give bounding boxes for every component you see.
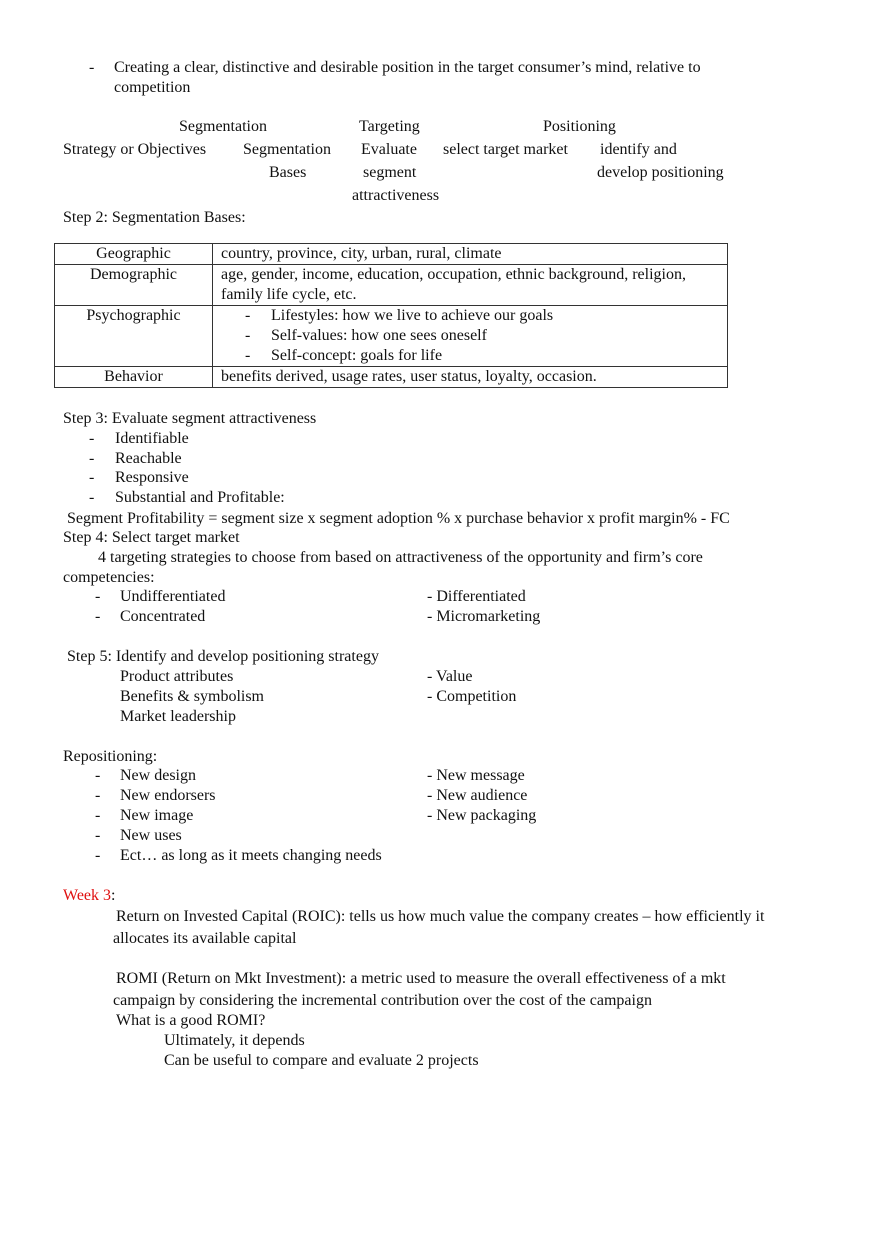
list-item: - Differentiated <box>427 588 526 605</box>
intro-bullet: - <box>89 59 95 76</box>
table-cell-base: Psychographic <box>55 306 213 367</box>
list-item: - New audience <box>427 787 528 804</box>
list-item-text: Self-concept: goals for life <box>271 347 443 364</box>
flow-step-positioning-line2: develop positioning <box>597 164 724 181</box>
intro-text-line2: competition <box>114 79 191 96</box>
list-item: New image <box>120 807 194 824</box>
table-row <box>55 367 728 388</box>
list-item: Product attributes <box>120 668 234 685</box>
list-item: Can be useful to compare and evaluate 2 projects <box>164 1052 479 1069</box>
dash-bullet: - <box>245 307 251 324</box>
flow-step-positioning: identify and <box>600 141 677 158</box>
table-cell-base: Demographic <box>55 265 213 306</box>
step3-heading: Step 3: Evaluate segment attractiveness <box>63 410 317 427</box>
list-item: Benefits & symbolism <box>120 688 264 705</box>
list-item: Reachable <box>115 450 182 467</box>
week3-heading <box>63 886 115 906</box>
list-item: Market leadership <box>120 708 236 725</box>
romi-line2: campaign by considering the incremental contribution over the cost of the campaign <box>113 992 652 1009</box>
flow-step-evaluate: Evaluate <box>361 141 417 158</box>
table-cell-base: Behavior <box>55 367 213 388</box>
flow-step-segmentation-bases: Segmentation <box>243 141 331 158</box>
list-item: Identifiable <box>115 430 189 447</box>
roic-line2: allocates its available capital <box>113 930 297 947</box>
repositioning-heading: Repositioning: <box>63 748 158 765</box>
step4-intro-line2: competencies: <box>63 569 155 586</box>
segmentation-bases-table <box>54 243 728 388</box>
table-row <box>55 244 728 265</box>
table-cell-base: Geographic <box>55 244 213 265</box>
table-cell-desc: country, province, city, urban, rural, climate <box>213 244 728 265</box>
table-cell-desc: age, gender, income, education, occupation, ethnic background, religion, family life cycle, etc. <box>213 265 728 306</box>
intro-text-line1: Creating a clear, distinctive and desirable position in the target consumer’s mind, relative to <box>114 59 701 76</box>
flow-step-strategy: Strategy or Objectives <box>63 141 207 158</box>
list-item: - Value <box>427 668 473 685</box>
dash-bullet: - <box>95 847 101 864</box>
table-cell-desc <box>213 306 728 367</box>
romi-line1: ROMI (Return on Mkt Investment): a metric used to measure the overall effectiveness of a mkt <box>116 970 726 987</box>
list-item-text: Self-values: how one sees oneself <box>271 327 487 344</box>
romi-question: What is a good ROMI? <box>116 1012 266 1029</box>
table-row <box>55 265 728 306</box>
dash-bullet: - <box>95 767 101 784</box>
week3-colon: : <box>111 887 116 904</box>
flow-step-evaluate-line3: attractiveness <box>352 187 440 204</box>
flow-step-select-target: select target market <box>443 141 568 158</box>
list-item <box>221 346 719 366</box>
step4-intro-line1: 4 targeting strategies to choose from based on attractiveness of the opportunity and firm’s core <box>98 549 703 566</box>
dash-bullet: - <box>95 608 101 625</box>
list-item: Substantial and Profitable: <box>115 489 285 506</box>
list-item <box>221 326 719 346</box>
dash-bullet: - <box>95 827 101 844</box>
flow-header-positioning: Positioning <box>543 118 616 135</box>
list-item: Ect… as long as it meets changing needs <box>120 847 382 864</box>
list-item <box>221 306 719 326</box>
list-item: - Micromarketing <box>427 608 541 625</box>
dash-bullet: - <box>89 469 95 486</box>
flow-step-evaluate-line2: segment <box>363 164 417 181</box>
step2-heading: Step 2: Segmentation Bases: <box>63 209 246 226</box>
flow-header-targeting: Targeting <box>359 118 420 135</box>
dash-bullet: - <box>245 327 251 344</box>
dash-bullet: - <box>95 787 101 804</box>
profitability-formula: Segment Profitability = segment size x segment adoption % x purchase behavior x profit margin% - FC <box>67 510 730 527</box>
dash-bullet: - <box>89 489 95 506</box>
list-item: Responsive <box>115 469 189 486</box>
dash-bullet: - <box>245 347 251 364</box>
flow-header-segmentation: Segmentation <box>179 118 267 135</box>
flow-step-segmentation-bases-line2: Bases <box>269 164 307 181</box>
list-item: - Competition <box>427 688 517 705</box>
step5-heading: Step 5: Identify and develop positioning strategy <box>67 648 379 665</box>
table-cell-desc: benefits derived, usage rates, user status, loyalty, occasion. <box>213 367 728 388</box>
list-item: Concentrated <box>120 608 206 625</box>
psychographic-list <box>221 306 719 366</box>
list-item: New uses <box>120 827 182 844</box>
list-item: - New message <box>427 767 525 784</box>
dash-bullet: - <box>89 430 95 447</box>
step4-heading: Step 4: Select target market <box>63 529 240 546</box>
dash-bullet: - <box>89 450 95 467</box>
list-item: - New packaging <box>427 807 537 824</box>
list-item: Ultimately, it depends <box>164 1032 305 1049</box>
week3-label: Week 3 <box>63 887 112 904</box>
table-row <box>55 306 728 367</box>
dash-bullet: - <box>95 807 101 824</box>
list-item-text: Lifestyles: how we live to achieve our goals <box>271 307 554 324</box>
list-item: New endorsers <box>120 787 216 804</box>
roic-line1: Return on Invested Capital (ROIC): tells us how much value the company creates – how efficiently it <box>116 908 765 925</box>
list-item: New design <box>120 767 196 784</box>
list-item: Undifferentiated <box>120 588 226 605</box>
dash-bullet: - <box>95 588 101 605</box>
